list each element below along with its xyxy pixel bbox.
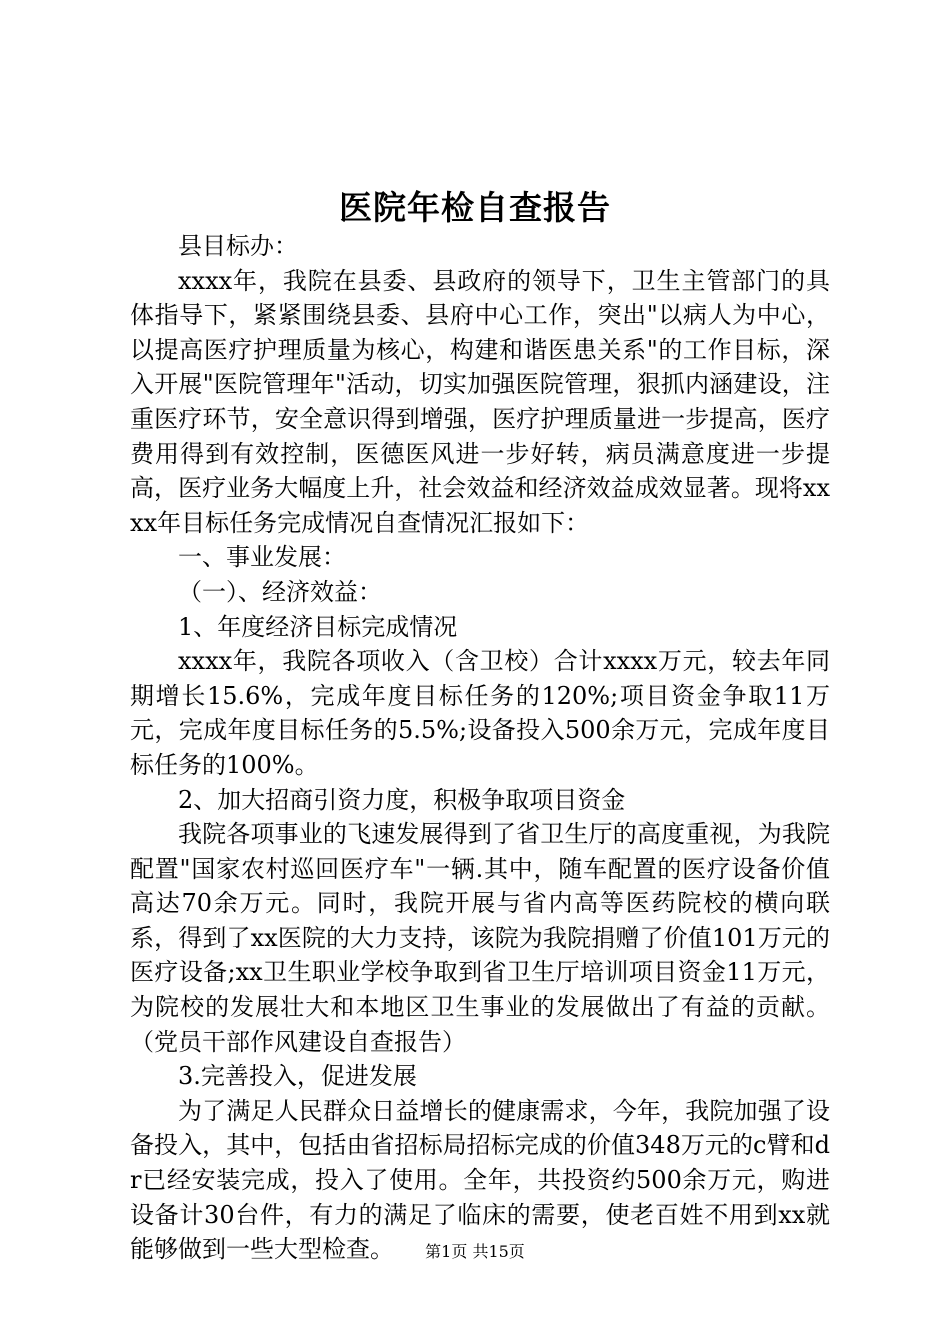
item-heading-investment: 2、加大招商引资力度，积极争取项目资金 — [178, 785, 626, 814]
annual-goals-paragraph: xxxx年，我院各项收入（含卫校）合计xxxx万元，较去年同期增长15.6%，完成年度目标任务的120%;项目资金争取11万元，完成年度目标任务的5.5%;设备投入500余万元，完成年度目标任务的100%。 — [130, 647, 830, 779]
section-heading-development: 一、事业发展： — [178, 543, 346, 572]
document-title: 医院年检自查报告 — [339, 188, 611, 227]
item-heading-annual-goals: 1、年度经济目标完成情况 — [178, 612, 458, 641]
page-number: 第1页 共15页 — [425, 1242, 525, 1261]
investment-paragraph: 我院各项事业的飞速发展得到了省卫生厅的高度重视，为我院配置"国家农村巡回医疗车"一辆.其中，随车配置的医疗设备价值高达70余万元。同时，我院开展与省内高等医药院校的横向联系，得到了xx医院的大力支持，该院为我院捐赠了价值101万元的医疗设备;xx卫生职业学校争取到省卫生厅培训项目资金11万元，为院校的发展壮大和本地区卫生事业的发展做出了有益的贡献。（党员干部作风建设自查报告） — [130, 820, 830, 1056]
item-heading-improve-input: 3.完善投入，促进发展 — [178, 1062, 417, 1091]
document-body — [130, 229, 830, 1267]
subsection-heading-economic: （一）、经济效益： — [178, 577, 382, 606]
intro-paragraph: xxxx年，我院在县委、县政府的领导下，卫生主管部门的具体指导下，紧紧围绕县委、县府中心工作，突出"以病人为中心，以提高医疗护理质量为核心，构建和谐医患关系"的工作目标，深入开展"医院管理年"活动，切实加强医院管理，狠抓内涵建设，注重医疗环节，安全意识得到增强，医疗护理质量进一步提高，医疗费用得到有效控制，医德医风进一步好转，病员满意度进一步提高，医疗业务大幅度上升，社会效益和经济效益成效显著。现将xxxx年目标任务完成情况自查情况汇报如下： — [130, 266, 830, 537]
salutation: 县目标办： — [178, 232, 298, 260]
improve-input-paragraph: 为了满足人民群众日益增长的健康需求，今年，我院加强了设备投入，其中，包括由省招标局招标完成的价值348万元的c臂和dr已经安装完成，投入了使用。全年，共投资约500余万元，购进设备计30台件，有力的满足了临床的需要，使老百姓不用到xx就能够做到一些大型检查。 — [130, 1096, 830, 1264]
